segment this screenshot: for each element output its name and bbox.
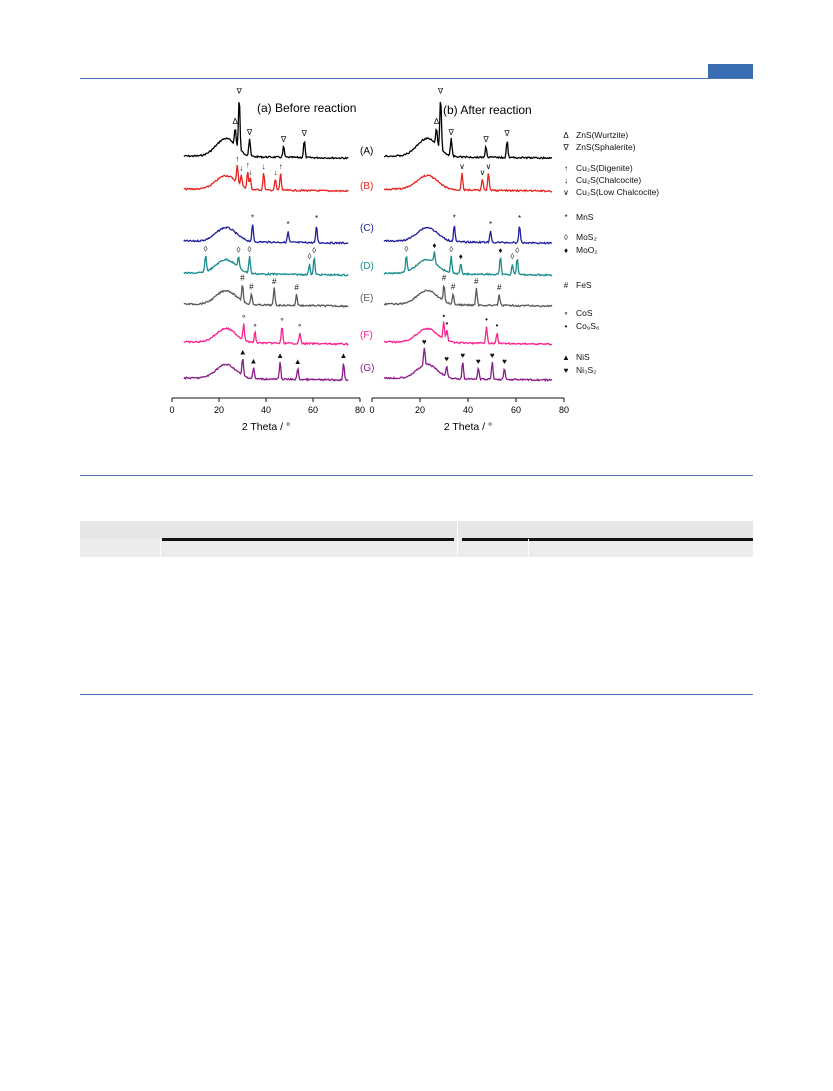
sample-label-d: (D) <box>360 261 374 272</box>
x-tick-label: 0 <box>369 405 375 415</box>
header-rule <box>80 78 753 79</box>
xrd-trace-a-3 <box>184 225 348 244</box>
peak-marker: ↓ <box>248 167 253 177</box>
peak-marker: • <box>485 315 488 324</box>
legend-label: ZnS(Sphalerite) <box>576 142 636 152</box>
sample-labels <box>360 146 374 374</box>
legend-marker: ♦ <box>563 246 569 255</box>
xrd-trace-a-5 <box>184 286 348 307</box>
panel-b <box>372 103 564 433</box>
peak-marker: # <box>496 283 502 292</box>
peak-marker: ↓ <box>273 168 278 177</box>
peak-marker: ♥ <box>444 354 449 364</box>
panel-a-xlabel: 2 Theta / ° <box>241 421 291 433</box>
sample-label-g: (G) <box>360 363 375 374</box>
peak-marker: * <box>251 213 255 223</box>
peak-marker: # <box>441 273 447 283</box>
legend-label: Cu₂S(Low Chalcocite) <box>576 187 660 197</box>
peak-marker: * <box>314 214 319 223</box>
peak-marker: * <box>452 213 456 223</box>
peak-marker: ∇ <box>236 88 242 96</box>
xrd-trace-a-2 <box>184 165 348 192</box>
peak-marker: Δ <box>433 117 440 127</box>
legend-marker: ↓ <box>564 176 568 185</box>
panel-b-title: (b) After reaction <box>443 103 532 117</box>
xrd-trace-b-3 <box>384 226 552 244</box>
x-tick-label: 20 <box>213 405 225 415</box>
peak-marker: • <box>442 311 446 321</box>
x-tick-label: 40 <box>260 405 272 415</box>
peak-marker: ∇ <box>448 127 454 137</box>
panel-b-xlabel: 2 Theta / ° <box>443 421 493 433</box>
peak-marker: ◊ <box>307 252 312 261</box>
legend-marker: ♥ <box>563 366 569 375</box>
peak-marker: ♦ <box>458 251 463 261</box>
legend-label: NiS <box>576 352 590 362</box>
legend <box>562 130 659 375</box>
peak-marker: ∘ <box>252 320 258 330</box>
peak-marker: ♥ <box>475 357 481 366</box>
legend-marker: ↑ <box>564 164 568 173</box>
peak-marker: ∇ <box>504 129 510 138</box>
peak-marker: ♥ <box>460 351 466 360</box>
peak-marker: ◊ <box>449 245 454 255</box>
peak-marker: ▲ <box>339 351 348 360</box>
peak-marker: ◊ <box>312 246 317 255</box>
peak-marker: * <box>286 220 290 229</box>
sample-label-e: (E) <box>360 293 374 304</box>
peak-marker: ∨ <box>479 168 486 177</box>
legend-label: Ni₃S₂ <box>576 365 597 375</box>
legend-marker: • <box>564 322 568 331</box>
xrd-trace-b-5 <box>384 286 552 306</box>
x-tick-label: 80 <box>354 405 366 415</box>
section-rule-1 <box>80 475 753 476</box>
panel-a-title: (a) Before reaction <box>257 101 357 115</box>
peak-marker: # <box>294 283 299 292</box>
peak-marker: ♥ <box>502 357 507 366</box>
peak-marker: ▲ <box>276 351 285 360</box>
legend-marker: ◊ <box>564 233 568 242</box>
legend-label: MoS₂ <box>576 232 597 242</box>
legend-label: MnS <box>576 212 594 222</box>
peak-marker: ∇ <box>246 127 253 137</box>
xrd-trace-b-7 <box>384 348 552 381</box>
peak-marker: ↓ <box>239 163 244 173</box>
legend-marker: Δ <box>563 131 569 140</box>
legend-marker: ∇ <box>563 143 569 152</box>
legend-label: FeS <box>576 280 592 290</box>
peak-marker: ∇ <box>301 129 307 138</box>
table-rule-left <box>162 538 454 541</box>
peak-marker: Δ <box>232 117 238 127</box>
peak-marker: ∘ <box>297 321 303 330</box>
peak-marker: # <box>450 282 456 292</box>
peak-marker: # <box>249 282 254 292</box>
peak-marker: ♥ <box>421 337 427 347</box>
peak-marker: ∇ <box>437 88 444 96</box>
xrd-trace-b-6 <box>384 318 552 344</box>
peak-marker: ♦ <box>432 241 437 251</box>
peak-marker: ∨ <box>485 162 492 171</box>
legend-marker: ∨ <box>563 188 569 197</box>
peak-marker: ∘ <box>241 312 247 322</box>
legend-marker: # <box>563 281 569 290</box>
peak-marker: • <box>445 318 449 328</box>
axis-ticks <box>169 398 569 415</box>
xrd-trace-b-2 <box>384 173 552 192</box>
legend-marker: ∘ <box>563 309 569 318</box>
table-cell-sep-2 <box>457 521 458 557</box>
xrd-figure <box>160 88 720 458</box>
legend-label: Co₉S₈ <box>576 321 600 331</box>
xrd-trace-a-4 <box>184 256 348 276</box>
sample-label-c: (C) <box>360 223 374 234</box>
sample-label-a: (A) <box>360 146 374 157</box>
peak-marker: ↑ <box>245 160 250 170</box>
legend-label: MoO₂ <box>576 245 598 255</box>
panel-a <box>172 101 360 433</box>
legend-label: CoS <box>576 308 593 318</box>
xrd-figure-svg <box>160 88 720 458</box>
peak-marker: ↑ <box>235 154 240 164</box>
peak-marker: ◊ <box>510 252 515 261</box>
section-rule-2 <box>80 694 753 695</box>
xrd-trace-a-7 <box>184 356 348 381</box>
peak-marker: ♦ <box>498 246 503 255</box>
peak-marker: # <box>240 273 245 283</box>
legend-marker: * <box>564 213 568 222</box>
table-cell-sep-1 <box>160 539 161 557</box>
peak-marker: ↓ <box>261 162 266 171</box>
peak-marker: ◊ <box>515 246 520 255</box>
peak-marker: ◊ <box>236 245 241 255</box>
peak-marker: ◊ <box>203 244 208 254</box>
peak-marker: ◊ <box>247 245 252 255</box>
sample-label-b: (B) <box>360 181 374 192</box>
peak-marker: ▲ <box>238 347 247 357</box>
table-cell-sep-3 <box>528 539 529 557</box>
peak-marker: # <box>271 277 277 286</box>
table-subheader-row <box>80 539 753 557</box>
header-tab <box>708 64 753 78</box>
legend-marker: ▲ <box>562 353 570 362</box>
peak-marker: ↑ <box>278 162 283 171</box>
peak-marker: # <box>474 277 479 286</box>
peak-marker: ∨ <box>459 162 465 171</box>
legend-label: ZnS(Wurtzite) <box>576 130 629 140</box>
x-tick-label: 40 <box>462 405 474 415</box>
x-tick-label: 60 <box>307 405 319 415</box>
table-header-row <box>80 521 753 539</box>
peak-marker: ∇ <box>280 135 287 144</box>
peak-marker: ∘ <box>279 315 285 324</box>
peak-marker: ▲ <box>249 356 258 366</box>
x-tick-label: 20 <box>414 405 426 415</box>
peak-marker: * <box>518 214 522 223</box>
peak-marker: • <box>495 321 499 330</box>
xrd-trace-a-6 <box>184 324 348 345</box>
table-rule-right <box>462 538 753 541</box>
legend-label: Cu₂S(Chalcocite) <box>576 175 642 185</box>
x-tick-label: 80 <box>558 405 570 415</box>
peak-marker: * <box>489 220 493 229</box>
peak-marker: ◊ <box>404 244 409 254</box>
sample-label-f: (F) <box>360 330 373 341</box>
peak-marker: ♥ <box>489 351 495 360</box>
x-tick-label: 0 <box>169 405 175 415</box>
legend-label: Cu₂S(Digenite) <box>576 163 633 173</box>
x-tick-label: 60 <box>510 405 522 415</box>
xrd-trace-b-4 <box>384 251 552 275</box>
peak-marker: ∇ <box>483 135 489 144</box>
peak-marker: ▲ <box>293 357 302 366</box>
